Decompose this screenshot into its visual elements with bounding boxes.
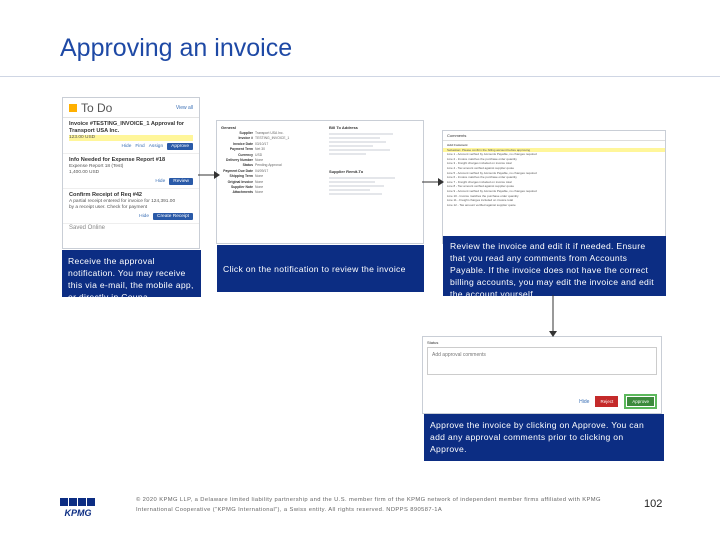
create-receipt-button[interactable]: Create Receipt xyxy=(153,213,193,220)
todo-item-receipt[interactable] xyxy=(63,189,199,224)
approval-comment-input[interactable] xyxy=(427,347,657,375)
slide-title: Approving an invoice xyxy=(60,34,293,62)
field-value: 04/09/17 xyxy=(255,168,269,173)
arrow-right-icon xyxy=(422,177,444,187)
comment-line: Line 6 - Invoice matches the purchase order quantity xyxy=(447,175,517,180)
field-label: Delivery Number xyxy=(226,158,253,163)
callout-step-1: Receive the approval notification. You may receive this via e-mail, the mobile app, or directly in Coupa. xyxy=(62,250,201,297)
field-value: None xyxy=(255,174,264,179)
text-placeholder xyxy=(329,189,370,191)
todo-item-title: Confirm Receipt of Req #42 xyxy=(69,192,143,198)
view-all-link[interactable]: View all xyxy=(175,105,193,111)
hide-link[interactable]: Hide xyxy=(121,144,132,149)
text-placeholder xyxy=(329,149,390,151)
add-comment-label[interactable]: Add Comment xyxy=(447,143,468,147)
field-value: 03/10/17 xyxy=(255,141,269,146)
field-value: None xyxy=(255,179,264,184)
approve-button[interactable]: Approve xyxy=(627,397,654,406)
text-placeholder xyxy=(329,145,373,147)
field-label: Supplier xyxy=(239,131,253,135)
field-value: None xyxy=(255,190,264,195)
text-placeholder xyxy=(329,153,366,155)
text-placeholder xyxy=(329,193,382,195)
invoice-general-heading: General xyxy=(221,125,236,130)
todo-item-line: A partial receipt entered for invoice for 124,391.00 xyxy=(69,199,176,204)
field-label: Currency xyxy=(238,152,253,157)
page-number: 102 xyxy=(644,498,663,510)
todo-title-text: To Do xyxy=(81,101,113,115)
text-placeholder xyxy=(329,137,380,139)
copyright-footer: © 2020 KPMG LLP, a Delaware limited liability partnership and the U.S. member firm of the KPMG network of independent member firms affiliated with KPMG International Cooperative (“KPMG International”), a Swiss entity. All rights reserved. NDPPS 890587-1A xyxy=(136,497,601,513)
remit-to-heading: Supplier Remit-To xyxy=(329,169,364,174)
field-value: Pending Approval xyxy=(255,163,282,168)
field-value: Net 30 xyxy=(255,147,265,152)
approval-comment-placeholder: Add approval comments xyxy=(432,352,486,358)
callout-step-4: Approve the invoice by clicking on Approve. You can add any approval comments prior to clicking on Approve. xyxy=(424,414,664,461)
todo-screenshot xyxy=(62,97,200,249)
field-label: Status xyxy=(242,163,253,168)
comment-line: Line 4 - Tax amount verified against supplier quote xyxy=(447,165,514,170)
approve-button-highlight xyxy=(624,394,657,409)
todo-item-actions xyxy=(69,213,193,220)
todo-item-actions xyxy=(69,143,193,150)
kpmg-logo xyxy=(60,498,96,518)
comment-line: Line 3 - Freight charges included on invoice total xyxy=(447,161,512,166)
find-link[interactable]: Find xyxy=(135,144,145,149)
text-placeholder xyxy=(329,185,384,187)
comment-line: Line 5 - Account verified by Accounts Payable, no changes required xyxy=(447,170,537,175)
field-value: Transport USA Inc. xyxy=(255,131,284,135)
invoice-general-panel xyxy=(221,125,321,196)
field-value: TESTING_INVOICE_1 xyxy=(255,136,290,141)
callout-step-3: Review the invoice and edit it if needed. Ensure that you read any comments from Accounts Payable. If the invoice does not have the correct billing accounts, you may edit the invoice and edit the account yourself. xyxy=(443,236,666,296)
saved-online-heading: Saved Online xyxy=(69,225,106,231)
hide-link[interactable]: Hide xyxy=(155,179,166,184)
todo-item-invoice[interactable] xyxy=(63,118,199,154)
callout-step-2-text: Click on the notification to review the invoice xyxy=(223,263,406,274)
todo-icon xyxy=(69,104,77,112)
arrow-down-icon xyxy=(548,295,558,337)
reject-button[interactable]: Reject xyxy=(595,396,618,407)
field-label: Payment Due Date xyxy=(223,168,253,173)
callout-step-2 xyxy=(217,245,424,292)
todo-item-expense[interactable] xyxy=(63,154,199,189)
field-label: Attachments xyxy=(232,190,253,195)
invoice-screenshot xyxy=(216,120,424,244)
todo-item-line2: by a receipt user. Check for payment xyxy=(69,205,148,210)
hide-link[interactable]: Hide xyxy=(579,398,590,405)
comment-line: Line 11 - Freight charges included on invoice total xyxy=(447,198,513,203)
approve-actions xyxy=(579,394,657,409)
todo-item-line2: 1,400.00 USD xyxy=(69,170,100,175)
title-divider xyxy=(0,76,720,77)
comments-screenshot xyxy=(442,130,666,244)
invoice-address-panel xyxy=(329,125,421,197)
todo-approve-button[interactable]: Approve xyxy=(167,143,193,150)
comment-line: Line 2 - Invoice matches the purchase order quantity xyxy=(447,156,517,161)
field-value: None xyxy=(255,158,264,163)
todo-item-amount: 123.00 USD xyxy=(69,135,193,141)
hide-link[interactable]: Hide xyxy=(139,214,149,219)
comment-line: Line 7 - Freight charges included on invoice total xyxy=(447,179,512,184)
text-placeholder xyxy=(329,177,395,179)
comment-line: Line 12 - Tax amount verified against supplier quote xyxy=(447,202,516,207)
todo-item-line: Expense Report 18 (Test) xyxy=(69,164,124,169)
comments-heading: Comments xyxy=(443,131,665,141)
todo-header xyxy=(63,98,199,118)
invoice-field xyxy=(221,190,321,195)
field-value: USD xyxy=(255,152,263,157)
comment-line: Line 9 - Account verified by Accounts Payable, no changes required xyxy=(447,188,537,193)
review-button[interactable]: Review xyxy=(169,178,193,185)
comment-line: Line 10 - Invoice matches the purchase order quantity xyxy=(447,193,519,198)
field-label: Payment Term xyxy=(229,147,253,152)
comment-line: Line 8 - Tax amount verified against supplier quote xyxy=(447,184,514,189)
field-label: Invoice # xyxy=(238,136,253,141)
todo-title xyxy=(69,101,112,115)
text-placeholder xyxy=(329,133,393,135)
field-label: Original Invoice xyxy=(227,179,253,184)
text-placeholder xyxy=(329,181,375,183)
comment-line: Sebastian: Please confirm the billing account before approving xyxy=(443,148,665,153)
text-placeholder xyxy=(329,141,386,143)
field-label: Supplier Note xyxy=(230,185,253,190)
assign-link[interactable]: Assign xyxy=(148,144,164,149)
kpmg-logo-text: KPMG xyxy=(64,508,92,518)
bill-to-heading: Bill To Address xyxy=(329,125,358,130)
todo-item-title: Invoice #TESTING_INVOICE_1 Approval for Transport USA Inc. xyxy=(69,121,185,134)
todo-item-title: Info Needed for Expense Report #18 xyxy=(69,157,166,163)
arrow-right-icon xyxy=(198,170,220,180)
field-label: Invoice Date xyxy=(233,141,253,146)
todo-item-actions xyxy=(69,178,193,185)
comment-line: Line 1 - Account verified by Accounts Payable, no changes required xyxy=(447,152,537,157)
field-value: None xyxy=(255,185,264,190)
approve-screenshot xyxy=(422,336,662,414)
field-label: Shipping Term xyxy=(229,174,253,179)
approve-comment-label: Status xyxy=(427,340,439,345)
